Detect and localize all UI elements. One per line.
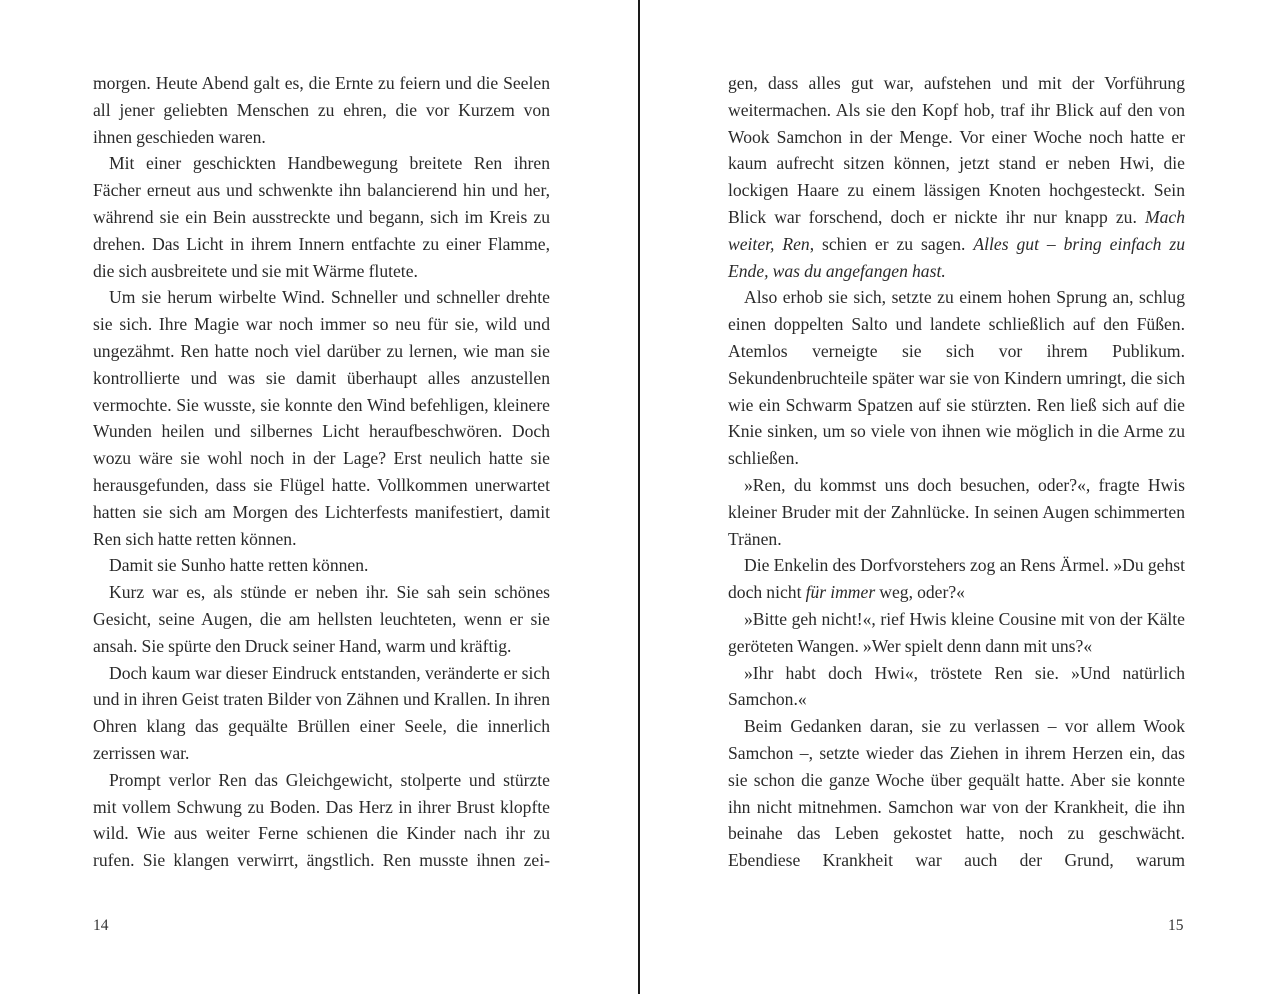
text-segment: Doch kaum war dieser Eindruck entstanden, veränderte er sich und in ihren Geist traten Bilder von Zähnen und Krallen. In ihren Ohren klang das gequälte Brüllen einer Seele, die innerlich zerrissen war. xyxy=(93,662,550,763)
text-segment: Damit sie Sunho hatte retten können. xyxy=(109,555,369,576)
text-segment: , schien er zu sagen. xyxy=(809,233,974,254)
paragraph xyxy=(728,660,1185,714)
paragraph xyxy=(93,660,550,767)
text-segment: Prompt verlor Ren das Gleichgewicht, stolperte und stürzte mit vollem Schwung zu Boden. Das Herz in ihrer Brust klopfte wild. Wie aus weiter Ferne schienen die Kinder nach ihr zu rufen. Sie klangen verwirrt, ängstlich. Ren musste ihnen zei- xyxy=(93,769,550,871)
paragraph xyxy=(728,713,1185,874)
text-segment: Beim Gedanken daran, sie zu verlassen – vor allem Wook Samchon –, setzte wieder das Ziehen in ihrem Herzen ein, das sie schon die ganze Woche über gequält hatte. Aber sie konnte ihn nicht mitnehmen. Samchon war von der Krankheit, die ihn beinahe das Leben gekostet hatte, noch zu geschwächt. Ebendiese Krankheit war auch der Grund, warum xyxy=(728,716,1185,871)
paragraph xyxy=(728,552,1185,606)
paragraph xyxy=(728,284,1185,472)
text-segment: Kurz war es, als stünde er neben ihr. Sie sah sein schönes Gesicht, seine Augen, die am hellsten leuchteten, wenn er sie ansah. Sie spürte den Druck seiner Hand, warm und kräftig. xyxy=(93,582,550,656)
text-segment: »Ihr habt doch Hwi«, tröstete Ren sie. »Und natürlich Samchon.« xyxy=(728,662,1185,710)
text-segment: »Bitte geh nicht!«, rief Hwis kleine Cousine mit von der Kälte geröteten Wangen. »Wer spielt denn dann mit uns?« xyxy=(728,608,1185,656)
text-segment: Mit einer geschickten Handbewegung breitete Ren ihren Fächer erneut aus und schwenkte ihn balancierend hin und her, während sie ein Bein ausstreckte und begann, sich im Kreis zu drehen. Das Licht in ihrem Innern entfachte zu einer Flamme, die sich ausbreitete und sie mit Wärme flutete. xyxy=(93,153,550,281)
page-number-right: 15 xyxy=(1168,917,1184,934)
text-segment: Also erhob sie sich, setzte zu einem hohen Sprung an, schlug einen doppelten Salto und landete schließlich auf den Füßen. Atemlos verneigte sie sich vor ihrem Publikum. Sekundenbruchteile später war sie von Kindern umringt, die sich wie ein Schwarm Spatzen auf sie stürzten. Ren ließ sich auf die Knie sinken, um so viele von ihnen wie möglich in die Arme zu schließen. xyxy=(728,287,1185,469)
text-segment: »Ren, du kommst uns doch besuchen, oder?«, fragte Hwis kleiner Bruder mit der Zahnlücke. In seinen Augen schimmerten Tränen. xyxy=(728,474,1185,549)
left-page-text xyxy=(93,70,550,874)
paragraph xyxy=(728,472,1185,552)
italic-text: Mach weiter, Ren xyxy=(728,206,1185,254)
text-segment: weg, oder?« xyxy=(875,582,965,603)
right-page-text xyxy=(728,70,1185,874)
paragraph xyxy=(93,767,550,874)
right-page xyxy=(640,0,1278,994)
paragraph xyxy=(93,579,550,659)
page-number-left: 14 xyxy=(93,917,109,934)
paragraph xyxy=(728,70,1185,284)
paragraph xyxy=(93,552,550,579)
paragraph xyxy=(93,284,550,552)
paragraph xyxy=(93,150,550,284)
text-segment: gen, dass alles gut war, aufstehen und mit der Vorführung weitermachen. Als sie den Kopf hob, traf ihr Blick auf den von Wook Samchon in der Menge. Vor einer Woche noch hatte er kaum aufrecht sitzen können, jetzt stand er neben Hwi, die lockigen Haare zu einem lässigen Knoten hochgesteckt. Sein Blick war forschend, doch er nickte ihr nur knapp zu. xyxy=(728,73,1185,227)
paragraph xyxy=(93,70,550,150)
text-segment: Um sie herum wirbelte Wind. Schneller und schneller drehte sie sich. Ihre Magie war noch immer so neu für sie, wild und ungezähmt. Ren hatte noch viel darüber zu lernen, wie man sie kontrollierte und was sie damit überhaupt alles anzustellen vermochte. Sie wusste, sie konnte den Wind befehligen, kleinere Wunden heilen und silbernes Licht heraufbeschwören. Doch wozu wäre sie wohl noch in der Lage? Erst neulich hatte sie herausgefunden, dass sie Flügel hatte. Vollkommen unerwartet hatten sie sich am Morgen des Lichterfests manifestiert, damit Ren sich hatte retten können. xyxy=(93,287,550,549)
text-segment: morgen. Heute Abend galt es, die Ernte zu feiern und die Seelen all jener geliebten Menschen zu ehren, die vor Kurzem von ihnen geschieden waren. xyxy=(93,73,550,147)
italic-text: für immer xyxy=(805,582,876,603)
paragraph xyxy=(728,606,1185,660)
text-segment: Die Enkelin des Dorfvorstehers zog an Rens Ärmel. »Du gehst doch nicht xyxy=(728,555,1185,603)
italic-text: Alles gut – bring einfach zu Ende, was du angefangen hast. xyxy=(728,233,1185,281)
